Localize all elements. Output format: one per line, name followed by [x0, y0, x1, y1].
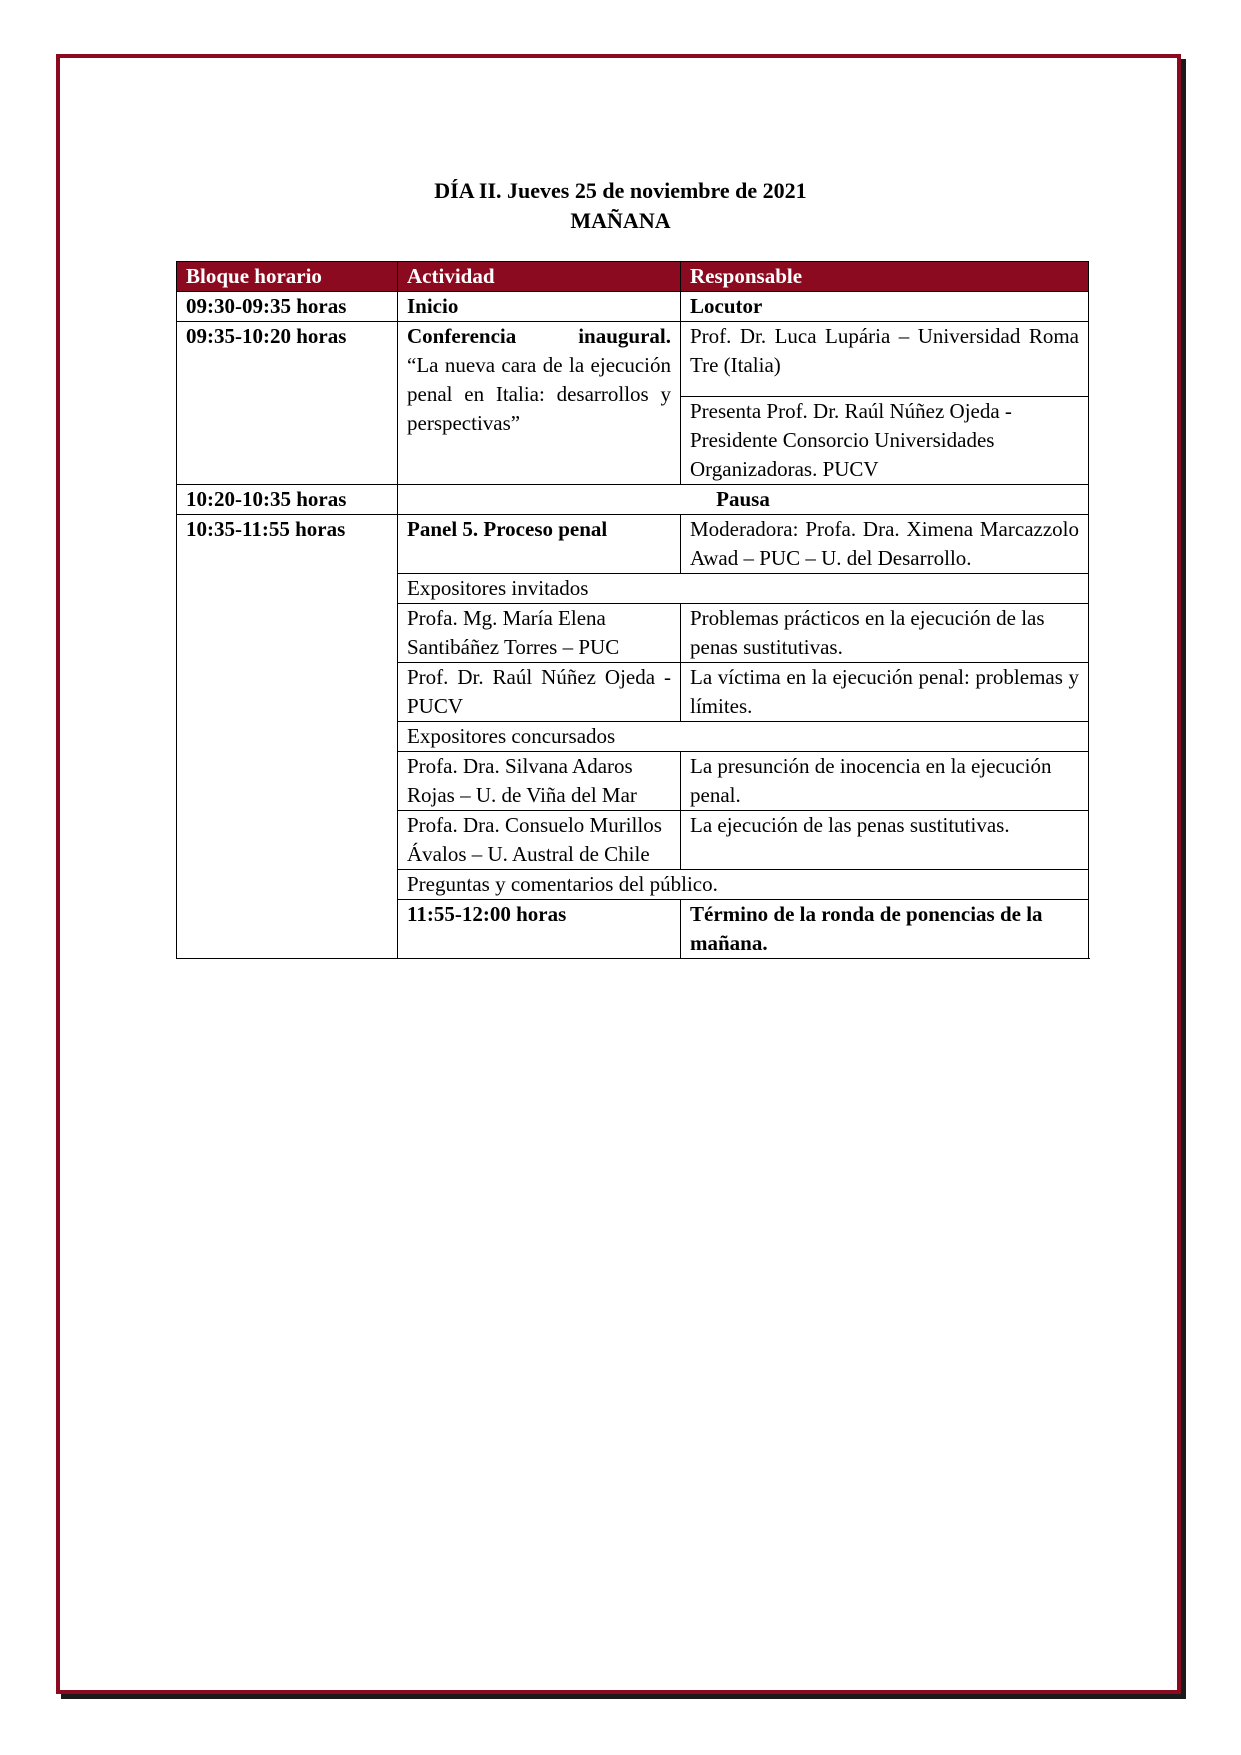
session-title: MAÑANA [570, 208, 671, 233]
header-responsible: Responsable [681, 262, 1089, 292]
speaker-cell: Profa. Mg. María Elena Santibáñez Torres – PUC [398, 604, 681, 663]
table-row [177, 292, 1089, 322]
schedule-table [176, 261, 1089, 959]
speaker-cell: Prof. Dr. Raúl Núñez Ojeda - PUCV [398, 663, 681, 722]
pause-cell: Pausa [398, 485, 1089, 515]
conference-label: Conferencia inaugural. [407, 324, 671, 348]
topic-cell: La ejecución de las penas sustitutivas. [681, 811, 1089, 870]
time-cell: 10:35-11:55 horas [177, 515, 398, 959]
contest-label: Expositores concursados [398, 722, 1089, 752]
table-row [177, 485, 1089, 515]
time-cell: 09:30-09:35 horas [177, 292, 398, 322]
activity-cell [398, 322, 681, 485]
table-row [177, 515, 1089, 574]
speaker-cell: Profa. Dra. Silvana Adaros Rojas – U. de Viña del Mar [398, 752, 681, 811]
responsible-cell: Locutor [681, 292, 1089, 322]
speaker-cell: Profa. Dra. Consuelo Murillos Ávalos – U. Austral de Chile [398, 811, 681, 870]
table-header-row [177, 262, 1089, 292]
time-cell: 09:35-10:20 horas [177, 322, 398, 485]
topic-cell: La víctima en la ejecución penal: problemas y límites. [681, 663, 1089, 722]
header-time: Bloque horario [177, 262, 398, 292]
moderator-cell: Moderadora: Profa. Dra. Ximena Marcazzolo Awad – PUC – U. del Desarrollo. [681, 515, 1089, 574]
day-title: DÍA II. Jueves 25 de noviembre de 2021 [434, 178, 807, 203]
activity-cell: Panel 5. Proceso penal [398, 515, 681, 574]
header-activity: Actividad [398, 262, 681, 292]
responsible-cell: Presenta Prof. Dr. Raúl Núñez Ojeda - Presidente Consorcio Universidades Organizadoras. PUCV [681, 397, 1089, 485]
table-row [177, 322, 1089, 397]
invited-label: Expositores invitados [398, 574, 1089, 604]
time-cell: 11:55-12:00 horas [398, 900, 681, 959]
topic-cell: Problemas prácticos en la ejecución de las penas sustitutivas. [681, 604, 1089, 663]
page-heading [0, 176, 1241, 236]
responsible-cell: Prof. Dr. Luca Lupária – Universidad Roma Tre (Italia) [681, 322, 1089, 397]
conference-title: “La nueva cara de la ejecución penal en Italia: desarrollos y perspectivas” [407, 353, 671, 435]
activity-cell: Inicio [398, 292, 681, 322]
topic-cell: La presunción de inocencia en la ejecución penal. [681, 752, 1089, 811]
questions-cell: Preguntas y comentarios del público. [398, 870, 1089, 900]
closing-cell: Término de la ronda de ponencias de la mañana. [681, 900, 1089, 959]
time-cell: 10:20-10:35 horas [177, 485, 398, 515]
